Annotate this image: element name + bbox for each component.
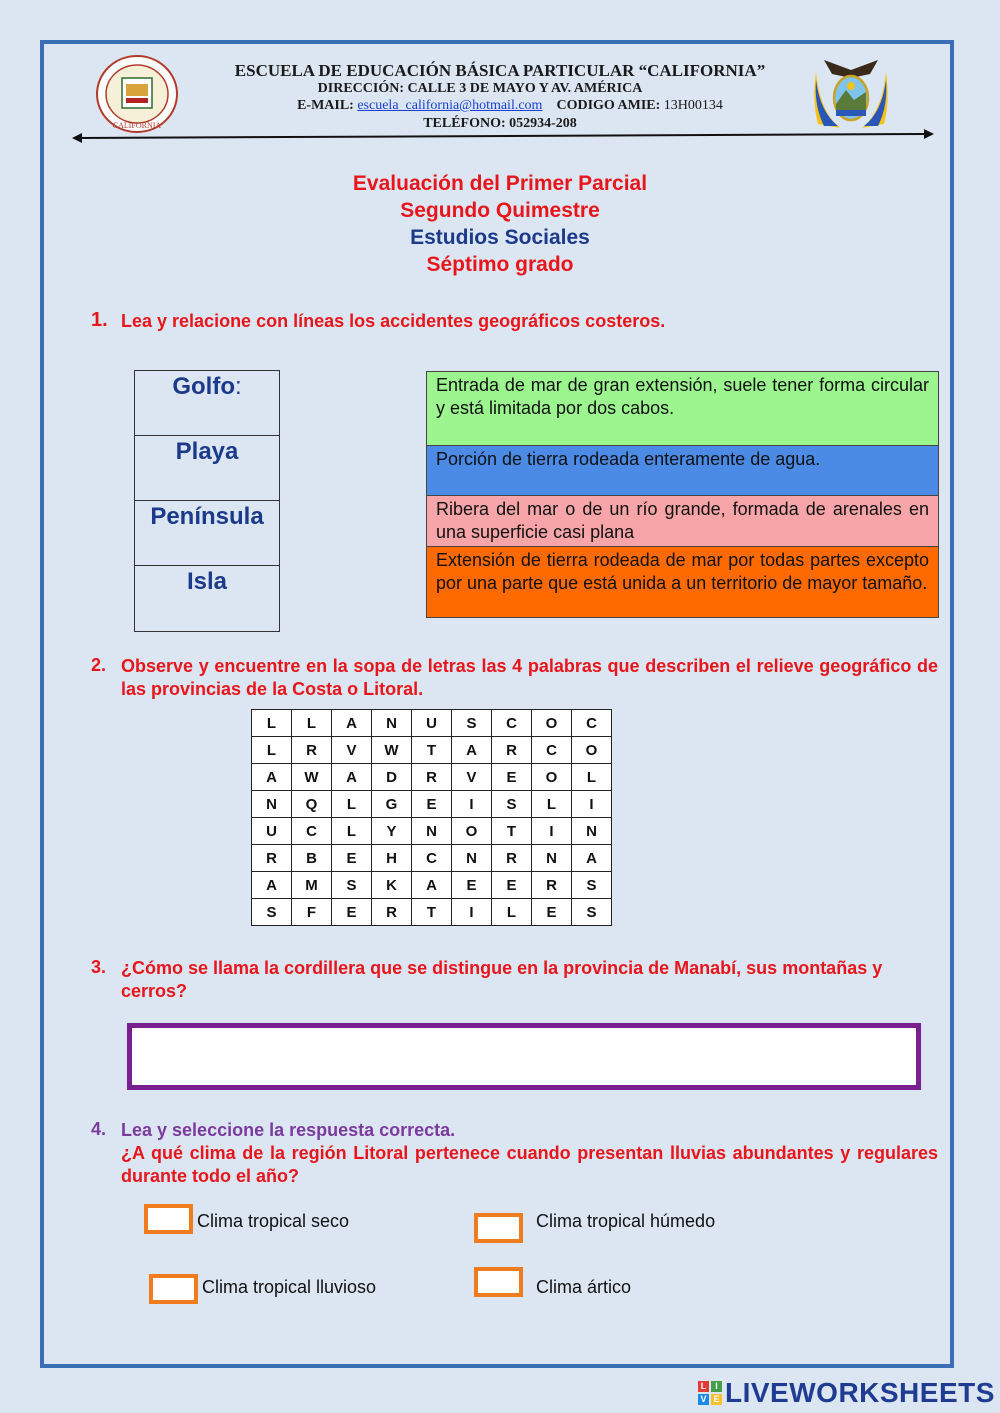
grid-cell[interactable]: O [532, 710, 572, 737]
grid-cell[interactable]: A [412, 872, 452, 899]
grid-cell[interactable]: A [332, 764, 372, 791]
title-evaluation: Evaluación del Primer Parcial [352, 172, 648, 195]
option-artico: Clima ártico [536, 1277, 632, 1297]
term-golfo: Golfo: [135, 371, 279, 436]
grid-cell[interactable]: N [372, 710, 412, 737]
q1-text: Lea y relacione con líneas los accidentes geográficos costeros. [121, 311, 666, 331]
q3-text: ¿Cómo se llama la cordillera que se distingue en la provincia de Manabí, sus montañas y cerros? [121, 958, 883, 1001]
grid-cell[interactable]: H [372, 845, 412, 872]
header-divider [70, 128, 936, 144]
liveworksheets-watermark [698, 1378, 995, 1408]
grid-cell[interactable]: L [252, 710, 292, 737]
grid-cell[interactable]: E [332, 899, 372, 926]
q2-number: 2. [91, 655, 107, 675]
definition-gulf[interactable]: Entrada de mar de gran extensión, suele tener forma circular y está limitada por dos cabos. [426, 371, 939, 446]
grid-cell[interactable]: C [412, 845, 452, 872]
logo-text: CALIFORNIA [112, 121, 162, 130]
grid-cell[interactable]: Q [292, 791, 332, 818]
grid-cell[interactable]: L [572, 764, 612, 791]
q4-question: ¿A qué clima de la región Litoral pertenece cuando presentan lluvias abundantes y regulares durante todo el año? [121, 1143, 938, 1186]
liveworksheets-text: LIVEWORKSHEETS [725, 1377, 995, 1408]
checkbox-tropical-humedo[interactable] [474, 1213, 523, 1243]
grid-row [252, 872, 612, 899]
grid-cell[interactable]: E [492, 872, 532, 899]
definition-peninsula[interactable]: Extensión de tierra rodeada de mar por todas partes excepto por una parte que está unida a un territorio de mayor tamaño. [426, 546, 939, 618]
grid-cell[interactable]: T [412, 737, 452, 764]
q3-answer-field[interactable] [127, 1023, 921, 1090]
grid-cell[interactable]: I [532, 818, 572, 845]
grid-cell[interactable]: S [332, 872, 372, 899]
grid-cell[interactable]: M [292, 872, 332, 899]
grid-cell[interactable]: L [252, 737, 292, 764]
grid-cell[interactable]: D [372, 764, 412, 791]
grid-cell[interactable]: E [532, 899, 572, 926]
grid-cell[interactable]: L [532, 791, 572, 818]
term-playa: Playa [135, 436, 279, 501]
grid-cell[interactable]: V [332, 737, 372, 764]
grid-cell[interactable]: A [332, 710, 372, 737]
school-phone: TELÉFONO: 052934-208 [423, 116, 577, 131]
email-link[interactable]: escuela_california@hotmail.com [357, 98, 543, 113]
option-tropical-lluvioso: Clima tropical lluvioso [202, 1277, 377, 1297]
grid-cell[interactable]: S [452, 710, 492, 737]
grid-cell[interactable]: C [292, 818, 332, 845]
terms-table [134, 370, 280, 632]
grid-cell[interactable]: G [372, 791, 412, 818]
grid-cell[interactable]: S [572, 899, 612, 926]
definition-beach[interactable]: Ribera del mar o de un río grande, formada de arenales en una superficie casi plana [426, 495, 939, 547]
q1-number: 1. [91, 309, 108, 331]
word-search-grid [251, 709, 612, 926]
grid-cell[interactable]: U [412, 710, 452, 737]
grid-row [252, 845, 612, 872]
grid-cell[interactable]: N [452, 845, 492, 872]
option-tropical-seco: Clima tropical seco [197, 1211, 350, 1231]
grid-cell[interactable]: R [292, 737, 332, 764]
grid-row [252, 764, 612, 791]
grid-cell[interactable]: Y [372, 818, 412, 845]
grid-cell[interactable]: S [572, 872, 612, 899]
q4-number: 4. [91, 1119, 107, 1139]
grid-cell[interactable]: L [332, 791, 372, 818]
grid-cell[interactable]: W [292, 764, 332, 791]
email-label: E-MAIL: [297, 98, 354, 113]
amie-code: 13H00134 [663, 98, 723, 113]
q4-instruction: Lea y seleccione la respuesta correcta. [121, 1120, 456, 1140]
grid-cell[interactable]: C [492, 710, 532, 737]
grid-cell[interactable]: E [492, 764, 532, 791]
term-peninsula: Península [135, 501, 279, 566]
grid-row [252, 791, 612, 818]
q2-text: Observe y encuentre en la sopa de letras las 4 palabras que describen el relieve geográfico de las provincias de la Costa o Litoral. [121, 656, 938, 699]
grid-cell[interactable]: E [452, 872, 492, 899]
grid-cell[interactable]: U [252, 818, 292, 845]
grid-cell[interactable]: F [292, 899, 332, 926]
grid-cell[interactable]: N [532, 845, 572, 872]
grid-cell[interactable]: N [572, 818, 612, 845]
grid-cell[interactable]: R [532, 872, 572, 899]
grid-cell[interactable]: W [372, 737, 412, 764]
amie-label: CODIGO AMIE: [556, 98, 661, 113]
grid-cell[interactable]: I [452, 791, 492, 818]
grid-cell[interactable]: R [492, 737, 532, 764]
grid-cell[interactable]: N [252, 791, 292, 818]
grid-cell[interactable]: A [452, 737, 492, 764]
grid-cell[interactable]: A [252, 764, 292, 791]
grid-cell[interactable]: R [412, 764, 452, 791]
title-subject: Estudios Sociales [410, 226, 590, 249]
grid-row [252, 818, 612, 845]
contact-line [150, 98, 870, 114]
grid-cell[interactable]: I [452, 899, 492, 926]
school-address: DIRECCIÓN: CALLE 3 DE MAYO Y AV. AMÉRICA [317, 81, 643, 96]
q3-number: 3. [91, 957, 107, 977]
grid-cell[interactable]: C [572, 710, 612, 737]
grid-cell[interactable]: T [412, 899, 452, 926]
grid-row [252, 899, 612, 926]
grid-cell[interactable]: B [292, 845, 332, 872]
grid-cell[interactable]: T [492, 818, 532, 845]
definition-island[interactable]: Porción de tierra rodeada enteramente de agua. [426, 445, 939, 496]
grid-cell[interactable]: L [492, 899, 532, 926]
grid-cell[interactable]: I [572, 791, 612, 818]
grid-cell[interactable]: N [412, 818, 452, 845]
title-quimestre: Segundo Quimestre [400, 199, 600, 222]
grid-cell[interactable]: R [492, 845, 532, 872]
term-colon: : [234, 373, 242, 400]
grid-cell[interactable]: C [532, 737, 572, 764]
grid-cell[interactable]: L [332, 818, 372, 845]
liveworksheets-logo-icon: L I V E [698, 1381, 722, 1405]
grid-cell[interactable]: K [372, 872, 412, 899]
title-grade: Séptimo grado [426, 253, 574, 276]
grid-cell[interactable]: R [372, 899, 412, 926]
grid-cell[interactable]: A [252, 872, 292, 899]
grid-cell[interactable]: R [252, 845, 292, 872]
grid-cell[interactable]: O [532, 764, 572, 791]
grid-cell[interactable]: L [292, 710, 332, 737]
grid-row [252, 710, 612, 737]
option-tropical-humedo: Clima tropical húmedo [536, 1211, 716, 1231]
grid-cell[interactable]: O [572, 737, 612, 764]
checkbox-artico[interactable] [474, 1267, 523, 1297]
grid-cell[interactable]: S [252, 899, 292, 926]
school-name: ESCUELA DE EDUCACIÓN BÁSICA PARTICULAR “CALIFORNIA” [234, 61, 766, 80]
grid-cell[interactable]: O [452, 818, 492, 845]
grid-cell[interactable]: A [572, 845, 612, 872]
term-isla: Isla [186, 568, 228, 595]
grid-cell[interactable]: S [492, 791, 532, 818]
checkbox-tropical-seco[interactable] [144, 1204, 193, 1234]
grid-row [252, 737, 612, 764]
grid-cell[interactable]: E [332, 845, 372, 872]
checkbox-tropical-lluvioso[interactable] [149, 1274, 198, 1304]
grid-cell[interactable]: E [412, 791, 452, 818]
grid-cell[interactable]: V [452, 764, 492, 791]
